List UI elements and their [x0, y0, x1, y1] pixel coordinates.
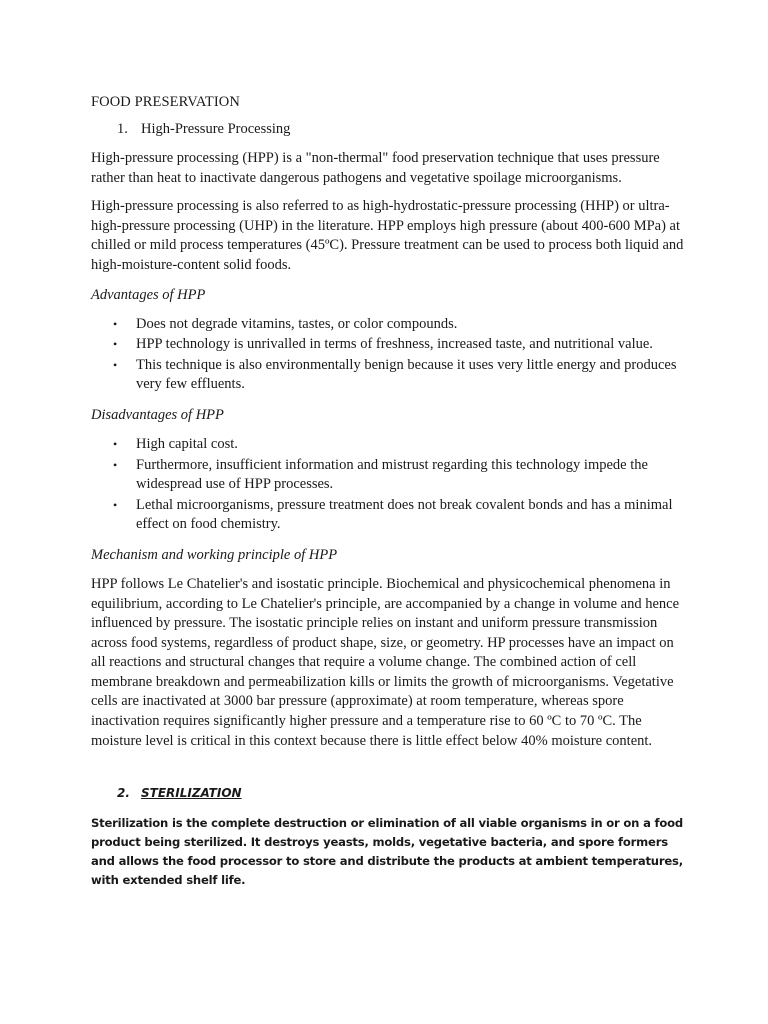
bullet-icon: • — [113, 497, 118, 512]
bullet-icon: • — [113, 357, 118, 372]
section-1-number: 1. — [117, 121, 128, 137]
section-2-title: STERILIZATION — [141, 786, 242, 801]
section-1-heading — [91, 119, 691, 139]
advantages-list — [91, 315, 691, 395]
list-item-text: Lethal microorganisms, pressure treatment does not break covalent bonds and has a minimal effect on food chemistry. — [136, 496, 673, 533]
list-item — [91, 435, 691, 455]
document-title: FOOD PRESERVATION — [91, 94, 240, 110]
list-item — [91, 335, 691, 355]
document-page — [91, 92, 691, 890]
section-2-number: 2. — [117, 786, 130, 801]
hpp-terms-paragraph: High-pressure processing is also referred to as high-hydrostatic-pressure processing (HHP) or ultra-high-pressure processing (UHP) in the literature. HPP employs high pressure (about 400-600 MPa) at chilled or mild process temperatures (45ºC). Pressure treatment can be used to process both liquid and high-moisture-content solid foods. — [91, 198, 684, 273]
list-item — [91, 315, 691, 335]
bullet-icon: • — [113, 337, 118, 352]
mechanism-heading: Mechanism and working principle of HPP — [91, 546, 338, 563]
list-item-text: HPP technology is unrivalled in terms of freshness, increased taste, and nutritional value. — [136, 336, 653, 353]
list-item-text: Does not degrade vitamins, tastes, or color compounds. — [136, 315, 458, 332]
sterilization-paragraph: Sterilization is the complete destruction or elimination of all viable organisms in or on a food product being sterilized. It destroys yeasts, molds, vegetative bacteria, and spore formers and allows the food processor to store and distribute the products at ambient temperatures, with extended shelf life. — [91, 816, 683, 888]
disadvantages-list — [91, 435, 691, 535]
bullet-icon: • — [113, 457, 118, 472]
list-item — [91, 456, 691, 495]
bullet-icon: • — [113, 316, 118, 331]
disadvantages-heading: Disadvantages of HPP — [91, 406, 224, 423]
section-1-title: High-Pressure Processing — [141, 121, 291, 137]
advantages-heading: Advantages of HPP — [91, 286, 206, 303]
list-item-text: High capital cost. — [136, 435, 238, 452]
list-item-text: This technique is also environmentally benign because it uses very little energy and produces very few effluents. — [136, 356, 677, 393]
hpp-intro-paragraph: High-pressure processing (HPP) is a "non-thermal" food preservation technique that uses pressure rather than heat to inactivate dangerous pathogens and vegetative spoilage microorganisms. — [91, 150, 660, 186]
list-item — [91, 356, 691, 395]
list-item — [91, 496, 691, 535]
bullet-icon: • — [113, 436, 118, 451]
list-item-text: Furthermore, insufficient information and mistrust regarding this technology impede the widespread use of HPP processes. — [136, 456, 648, 493]
section-2-heading — [91, 784, 691, 802]
mechanism-paragraph: HPP follows Le Chatelier's and isostatic principle. Biochemical and physicochemical phenomena in equilibrium, according to Le Chatelier's principle, are accompanied by a change in volume and hence influenced by pressure. The isostatic principle relies on instant and uniform pressure transmission across food systems, regardless of product shape, size, or geometry. HP processes have an impact on all reactions and structural changes that require a volume change. The combined action of cell membrane breakdown and permeabilization kills or limits the growth of microorganisms. Vegetative cells are inactivated at 3000 bar pressure (approximate) at room temperature, whereas spore inactivation requires significantly higher pressure and a temperature rise to 60 ºC to 70 ºC. The moisture level is critical in this context because there is little effect below 40% moisture content. — [91, 575, 680, 749]
section-spacer — [91, 760, 691, 784]
